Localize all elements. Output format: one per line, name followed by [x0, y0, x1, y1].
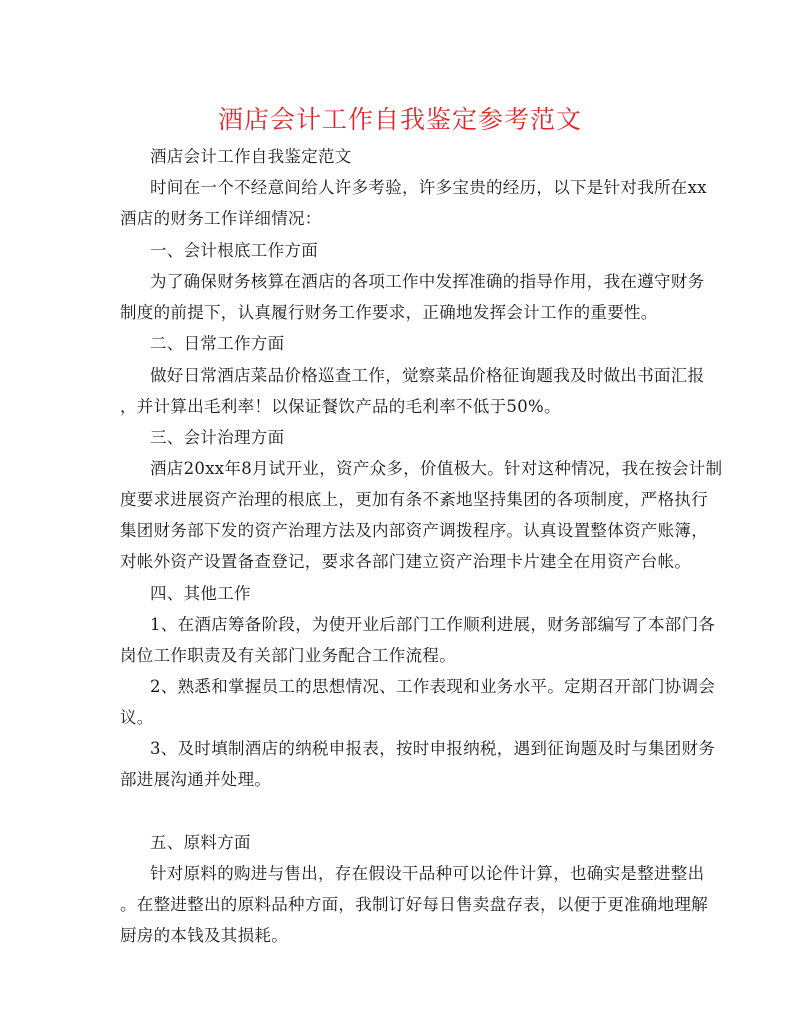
- paragraph-line: 岗位工作职责及有关部门业务配合工作流程。: [120, 646, 456, 665]
- section-heading: 三、会计治理方面: [150, 428, 285, 447]
- paragraph-line: 1、在酒店筹备阶段，为使开业后部门工作顺利进展，财务部编写了本部门各: [150, 615, 716, 634]
- paragraph-line: 度要求进展资产治理的根底上，更加有条不紊地坚持集团的各项制度，严格执行: [120, 490, 708, 509]
- paragraph-line: 制度的前提下，认真履行财务工作要求，正确地发挥会计工作的重要性。: [120, 303, 658, 322]
- paragraph-line: 部进展沟通并处理。: [120, 770, 272, 789]
- paragraph-line: 酒店20xx年8月试开业，资产众多，价值极大。针对这种情况，我在按会计制: [150, 459, 723, 478]
- subtitle-line: 酒店会计工作自我鉴定范文: [150, 147, 352, 166]
- paragraph-line: 2、熟悉和掌握员工的思想情况、工作表现和业务水平。定期召开部门协调会: [150, 677, 716, 696]
- paragraph-line: 做好日常酒店菜品价格巡查工作，觉察菜品价格征询题我及时做出书面汇报: [150, 366, 705, 385]
- paragraph-line: 对帐外资产设置备查登记，要求各部门建立资产治理卡片建全在用资产台帐。: [120, 552, 692, 571]
- paragraph-line: 为了确保财务核算在酒店的各项工作中发挥准确的指导作用，我在遵守财务: [150, 272, 705, 291]
- paragraph-line: 。在整进整出的原料品种方面，我制订好每日售卖盘存表，以便于更准确地理解: [120, 895, 708, 914]
- paragraph-line: 厨房的本钱及其损耗。: [120, 926, 288, 945]
- section-heading: 二、日常工作方面: [150, 334, 285, 353]
- paragraph-line: 3、及时填制酒店的纳税申报表，按时申报纳税，遇到征询题及时与集团财务: [150, 739, 716, 758]
- document-title: 酒店会计工作自我鉴定参考范文: [217, 105, 582, 134]
- section-heading: 一、会计根底工作方面: [150, 241, 318, 260]
- paragraph-line: 时间在一个不经意间给人许多考验，许多宝贵的经历，以下是针对我所在xx: [150, 178, 707, 197]
- section-heading: 四、其他工作: [150, 584, 251, 603]
- paragraph-line: 针对原料的购进与售出，存在假设干品种可以论件计算，也确实是整进整出: [150, 864, 705, 883]
- paragraph-line: ，并计算出毛利率！以保证餐饮产品的毛利率不低于50%。: [120, 397, 561, 416]
- section-heading: 五、原料方面: [150, 833, 251, 852]
- paragraph-line: 议。: [120, 708, 154, 727]
- paragraph-line: 集团财务部下发的资产治理方法及内部资产调拨程序。认真设置整体资产账簿，: [120, 521, 708, 540]
- paragraph-line: 酒店的财务工作详细情况：: [120, 209, 322, 228]
